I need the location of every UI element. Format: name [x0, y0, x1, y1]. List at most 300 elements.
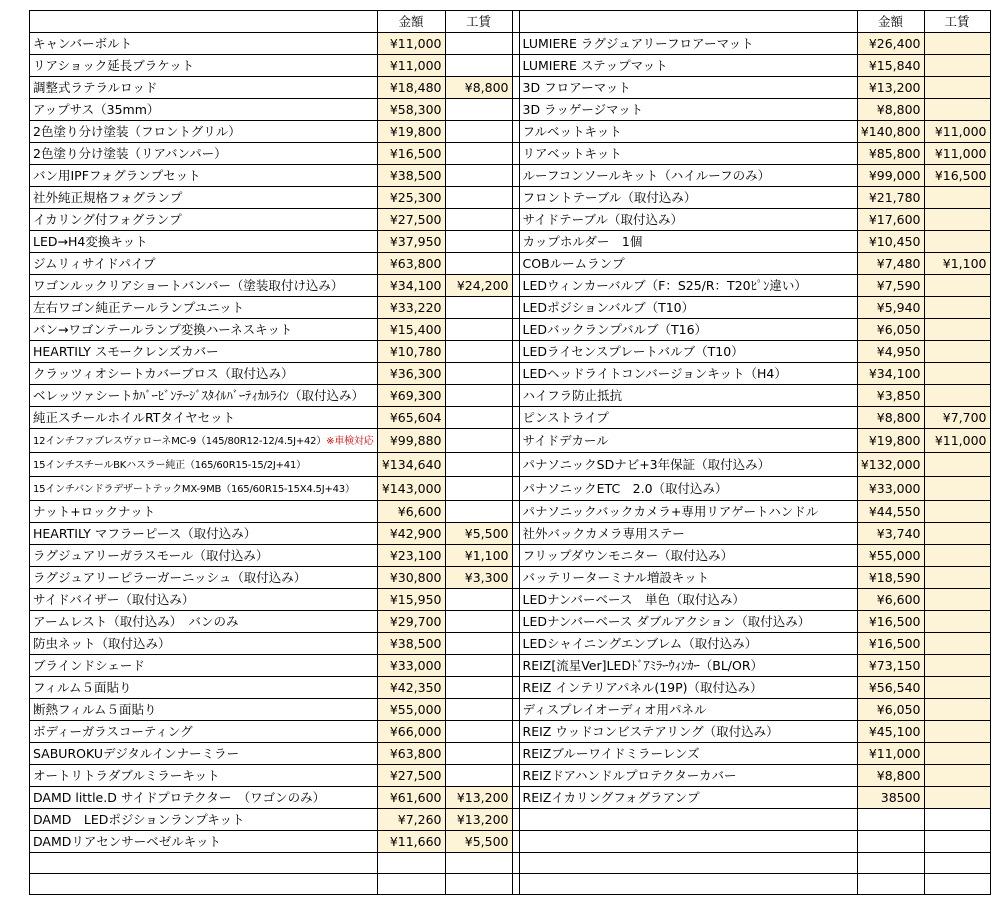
- right-item-name: [519, 501, 857, 523]
- left-item-name: [30, 231, 378, 253]
- table-row: [30, 633, 991, 655]
- right-item-labor: [924, 831, 990, 853]
- right-item-labor: [924, 477, 990, 501]
- right-item-amount: ¥18,590: [857, 567, 924, 589]
- left-item-name: [30, 853, 378, 874]
- item-name-text: 2色塗り分け塗装（リアバンパー）: [33, 146, 227, 161]
- left-item-labor: ¥13,200: [445, 787, 512, 809]
- right-item-amount: [857, 874, 924, 895]
- item-name-text: REIZ インテリアパネル(19P)（取付込み）: [522, 680, 763, 695]
- right-item-name: [519, 319, 857, 341]
- left-item-amount: ¥42,900: [377, 523, 445, 545]
- right-item-amount: ¥16,500: [857, 611, 924, 633]
- right-item-labor: [924, 655, 990, 677]
- right-item-amount: ¥8,800: [857, 99, 924, 121]
- item-name-text: ベレッツァシートｶﾊﾞｰﾋﾞﾝﾃｰｼﾞｽﾀｲﾙﾊﾞｰﾃｨｶﾙﾗｲﾝ（取付込み）: [33, 388, 365, 403]
- table-row: [30, 99, 991, 121]
- left-item-labor: [445, 874, 512, 895]
- right-item-labor: [924, 187, 990, 209]
- right-item-amount: ¥85,800: [857, 143, 924, 165]
- item-name-text: オートリトラダブルミラーキット: [33, 768, 220, 783]
- item-name-text: リアショック延長ブラケット: [33, 58, 195, 73]
- right-item-labor: [924, 297, 990, 319]
- left-item-labor: [445, 655, 512, 677]
- right-item-name: [519, 831, 857, 853]
- left-item-labor: [445, 633, 512, 655]
- left-item-labor: [445, 853, 512, 874]
- right-item-labor: [924, 633, 990, 655]
- left-item-amount: ¥42,350: [377, 677, 445, 699]
- left-item-labor: [445, 99, 512, 121]
- right-item-amount: [857, 809, 924, 831]
- table-row: [30, 655, 991, 677]
- item-name-text: 2色塗り分け塗装（フロントグリル）: [33, 124, 241, 139]
- item-name-text: サイドバイザー（取付込み）: [33, 592, 195, 607]
- table-row: [30, 699, 991, 721]
- right-item-name: [519, 523, 857, 545]
- left-item-amount: ¥23,100: [377, 545, 445, 567]
- right-item-amount: ¥3,850: [857, 385, 924, 407]
- item-name-text: キャンバーボルト: [33, 36, 133, 51]
- table-row: [30, 809, 991, 831]
- right-item-amount: ¥44,550: [857, 501, 924, 523]
- right-item-name: [519, 699, 857, 721]
- right-item-name: [519, 721, 857, 743]
- right-item-labor: [924, 453, 990, 477]
- item-name-text: LEDウィンカーバルブ（F：S25/R：T20ﾋﾟﾝ違い）: [522, 278, 807, 293]
- left-item-labor: [445, 589, 512, 611]
- left-item-name: [30, 545, 378, 567]
- left-item-name: [30, 253, 378, 275]
- left-item-amount: ¥27,500: [377, 765, 445, 787]
- item-name-text: フルベットキット: [522, 124, 622, 139]
- right-amount-header: 金額: [857, 11, 924, 33]
- left-item-name: [30, 809, 378, 831]
- right-item-amount: [857, 853, 924, 874]
- right-item-labor: [924, 99, 990, 121]
- right-item-amount: ¥26,400: [857, 33, 924, 55]
- item-name-text: パナソニックバックカメラ+専用リアゲートハンドル: [522, 504, 819, 519]
- table-row: [30, 121, 991, 143]
- table-row: [30, 874, 991, 895]
- left-item-amount: ¥10,780: [377, 341, 445, 363]
- item-name-text: フリップダウンモニター（取付込み）: [522, 548, 734, 563]
- left-item-name: [30, 699, 378, 721]
- right-item-name: [519, 363, 857, 385]
- right-item-name: [519, 275, 857, 297]
- item-name-text: リアベットキット: [522, 146, 622, 161]
- table-row: [30, 407, 991, 429]
- right-item-name: [519, 407, 857, 429]
- right-item-labor: [924, 809, 990, 831]
- table-row: [30, 743, 991, 765]
- right-item-amount: ¥34,100: [857, 363, 924, 385]
- right-item-amount: ¥3,740: [857, 523, 924, 545]
- inspection-note: ※車検対応: [326, 436, 374, 447]
- left-item-name: [30, 297, 378, 319]
- left-item-labor: ¥3,300: [445, 567, 512, 589]
- right-item-name: [519, 77, 857, 99]
- left-item-name: [30, 743, 378, 765]
- table-row: [30, 477, 991, 501]
- price-table: [29, 10, 991, 895]
- left-item-name: [30, 523, 378, 545]
- right-item-labor: [924, 853, 990, 874]
- left-item-name: [30, 187, 378, 209]
- right-item-amount: ¥19,800: [857, 429, 924, 453]
- right-item-labor: [924, 319, 990, 341]
- item-name-text: HEARTILY スモークレンズカバー: [33, 344, 219, 359]
- left-item-labor: [445, 121, 512, 143]
- item-name-text: LUMIERE ステップマット: [522, 58, 668, 73]
- left-item-amount: ¥11,000: [377, 55, 445, 77]
- table-row: [30, 787, 991, 809]
- item-name-text: 15インチスチールBKハスラー純正（165/60R15-15/2J+41）: [33, 460, 306, 471]
- right-item-name: [519, 567, 857, 589]
- right-item-amount: ¥17,600: [857, 209, 924, 231]
- left-item-labor: [445, 765, 512, 787]
- table-row: [30, 253, 991, 275]
- table-row: [30, 297, 991, 319]
- left-item-amount: ¥99,880: [377, 429, 445, 453]
- left-item-name: [30, 831, 378, 853]
- table-row: [30, 209, 991, 231]
- item-name-text: REIZ ウッドコンビステアリング（取付込み）: [522, 724, 779, 739]
- table-row: [30, 611, 991, 633]
- left-item-labor: [445, 165, 512, 187]
- right-item-amount: ¥45,100: [857, 721, 924, 743]
- table-row: [30, 523, 991, 545]
- left-labor-header: 工賃: [445, 11, 512, 33]
- left-item-name: [30, 77, 378, 99]
- right-item-amount: ¥6,050: [857, 319, 924, 341]
- item-name-text: LEDナンバーベース 単色（取付込み）: [522, 592, 745, 607]
- right-item-labor: [924, 743, 990, 765]
- table-row: [30, 453, 991, 477]
- left-item-amount: ¥15,950: [377, 589, 445, 611]
- left-item-labor: ¥24,200: [445, 275, 512, 297]
- right-item-amount: ¥21,780: [857, 187, 924, 209]
- table-row: [30, 33, 991, 55]
- right-item-amount: [857, 831, 924, 853]
- right-item-name: [519, 385, 857, 407]
- left-item-amount: ¥25,300: [377, 187, 445, 209]
- right-item-labor: [924, 33, 990, 55]
- item-name-text: LEDヘッドライトコンバージョンキット（H4）: [522, 366, 787, 381]
- right-item-amount: ¥7,480: [857, 253, 924, 275]
- left-item-amount: ¥33,220: [377, 297, 445, 319]
- item-name-text: LEDライセンスプレートバルブ（T10）: [522, 344, 744, 359]
- left-item-name: [30, 341, 378, 363]
- left-item-amount: ¥55,000: [377, 699, 445, 721]
- right-item-labor: [924, 787, 990, 809]
- left-item-amount: ¥38,500: [377, 165, 445, 187]
- left-item-name: [30, 453, 378, 477]
- left-item-labor: [445, 743, 512, 765]
- left-item-name: [30, 765, 378, 787]
- left-item-name: [30, 721, 378, 743]
- item-name-text: イカリング付フォグランプ: [33, 212, 182, 227]
- right-item-name: [519, 874, 857, 895]
- table-row: [30, 187, 991, 209]
- left-item-amount: ¥65,604: [377, 407, 445, 429]
- left-item-labor: [445, 501, 512, 523]
- item-name-text: ラグジュアリーガラスモール（取付込み）: [33, 548, 269, 563]
- right-item-labor: [924, 765, 990, 787]
- left-item-labor: [445, 341, 512, 363]
- left-item-labor: ¥1,100: [445, 545, 512, 567]
- left-item-amount: ¥134,640: [377, 453, 445, 477]
- left-item-name: [30, 275, 378, 297]
- left-item-amount: ¥36,300: [377, 363, 445, 385]
- table-row: [30, 319, 991, 341]
- item-name-text: ブラインドシェード: [33, 658, 145, 673]
- right-item-name: [519, 253, 857, 275]
- right-item-name: [519, 187, 857, 209]
- left-item-labor: [445, 699, 512, 721]
- left-item-amount: ¥15,400: [377, 319, 445, 341]
- left-item-name: [30, 99, 378, 121]
- table-row: [30, 165, 991, 187]
- left-item-name: [30, 363, 378, 385]
- right-item-name: [519, 453, 857, 477]
- table-row: [30, 589, 991, 611]
- right-item-name: [519, 297, 857, 319]
- left-item-labor: [445, 33, 512, 55]
- left-item-name: [30, 655, 378, 677]
- right-labor-header: 工賃: [924, 11, 990, 33]
- right-item-labor: [924, 363, 990, 385]
- item-name-text: 3D フロアーマット: [522, 80, 631, 95]
- item-name-text: 社外純正規格フォグランプ: [33, 190, 183, 205]
- table-row: [30, 721, 991, 743]
- right-item-labor: [924, 341, 990, 363]
- right-item-labor: [924, 385, 990, 407]
- left-name-header: [30, 11, 378, 33]
- item-name-text: 左右ワゴン純正テールランプユニット: [33, 300, 245, 315]
- item-name-text: 社外バックカメラ専用ステー: [522, 526, 685, 541]
- item-name-text: HEARTILY マフラーピース（取付込み）: [33, 526, 257, 541]
- right-item-name: [519, 545, 857, 567]
- right-item-amount: ¥73,150: [857, 655, 924, 677]
- item-name-text: バッテリーターミナル増設キット: [522, 570, 710, 585]
- right-name-header: [519, 11, 857, 33]
- item-name-text: ディスプレイオーディオ用パネル: [522, 702, 707, 717]
- item-name-text: 12インチファブレスヴァローネMC-9（145/80R12-12/4.5J+42）: [33, 436, 327, 447]
- left-item-labor: [445, 363, 512, 385]
- left-item-amount: ¥11,660: [377, 831, 445, 853]
- right-item-name: [519, 655, 857, 677]
- right-item-amount: ¥8,800: [857, 765, 924, 787]
- left-item-name: [30, 677, 378, 699]
- right-item-labor: ¥11,000: [924, 143, 990, 165]
- right-item-name: [519, 589, 857, 611]
- left-item-amount: ¥66,000: [377, 721, 445, 743]
- item-name-text: ジムリィサイドパイプ: [33, 256, 156, 271]
- item-name-text: 15インチバンドラデザートテックMX-9MB（165/60R15-15X4.5J+43）: [33, 484, 355, 495]
- right-item-name: [519, 121, 857, 143]
- left-item-amount: [377, 853, 445, 874]
- right-item-name: [519, 853, 857, 874]
- right-item-labor: [924, 567, 990, 589]
- left-item-amount: ¥16,500: [377, 143, 445, 165]
- right-item-labor: [924, 209, 990, 231]
- table-row: [30, 275, 991, 297]
- item-name-text: サイドテーブル（取付込み）: [522, 212, 684, 227]
- left-item-labor: [445, 477, 512, 501]
- left-item-amount: ¥30,800: [377, 567, 445, 589]
- left-item-labor: [445, 407, 512, 429]
- right-item-labor: [924, 545, 990, 567]
- left-item-labor: [445, 209, 512, 231]
- right-item-labor: [924, 874, 990, 895]
- right-item-name: [519, 611, 857, 633]
- left-item-labor: [445, 143, 512, 165]
- left-item-amount: ¥11,000: [377, 33, 445, 55]
- item-name-text: DAMD little.D サイドプロテクター （ワゴンのみ）: [33, 790, 326, 805]
- item-name-text: サイドデカール: [522, 433, 609, 448]
- left-item-labor: [445, 429, 512, 453]
- right-item-amount: ¥6,600: [857, 589, 924, 611]
- right-item-labor: [924, 501, 990, 523]
- right-item-amount: ¥5,940: [857, 297, 924, 319]
- table-row: [30, 231, 991, 253]
- item-name-text: DAMD LEDポジションランプキット: [33, 812, 245, 827]
- table-row: [30, 567, 991, 589]
- left-item-name: [30, 567, 378, 589]
- item-name-text: フロントテーブル（取付込み）: [522, 190, 697, 205]
- left-item-labor: [445, 677, 512, 699]
- left-item-labor: [445, 231, 512, 253]
- right-item-amount: ¥11,000: [857, 743, 924, 765]
- left-item-labor: ¥13,200: [445, 809, 512, 831]
- item-name-text: DAMDリアセンサーベゼルキット: [33, 834, 221, 849]
- item-name-text: ナット+ロックナット: [33, 504, 156, 519]
- table-row: [30, 341, 991, 363]
- table-row: [30, 143, 991, 165]
- item-name-text: フィルム５面貼り: [33, 680, 132, 695]
- right-item-labor: [924, 77, 990, 99]
- left-item-name: [30, 633, 378, 655]
- right-item-name: [519, 341, 857, 363]
- table-row: [30, 853, 991, 874]
- item-name-text: バン用IPFフォグランプセット: [33, 168, 201, 183]
- right-item-name: [519, 677, 857, 699]
- right-item-labor: ¥7,700: [924, 407, 990, 429]
- left-item-amount: ¥61,600: [377, 787, 445, 809]
- right-item-amount: ¥7,590: [857, 275, 924, 297]
- item-name-text: パナソニックETC 2.0（取付込み）: [522, 481, 728, 496]
- item-name-text: バン→ワゴンテールランプ変換ハーネスキット: [33, 322, 293, 337]
- item-name-text: ピンストライプ: [522, 410, 609, 425]
- right-item-labor: [924, 55, 990, 77]
- left-item-labor: [445, 319, 512, 341]
- right-item-amount: ¥55,000: [857, 545, 924, 567]
- left-item-amount: ¥34,100: [377, 275, 445, 297]
- item-name-text: COBルームランプ: [522, 256, 625, 271]
- item-name-text: LUMIERE ラグジュアリーフロアーマット: [522, 36, 754, 51]
- right-item-amount: ¥13,200: [857, 77, 924, 99]
- left-item-amount: ¥18,480: [377, 77, 445, 99]
- left-item-amount: ¥63,800: [377, 253, 445, 275]
- right-item-amount: ¥140,800: [857, 121, 924, 143]
- left-item-amount: ¥19,800: [377, 121, 445, 143]
- left-item-amount: ¥143,000: [377, 477, 445, 501]
- right-item-name: [519, 165, 857, 187]
- left-item-name: [30, 501, 378, 523]
- left-item-name: [30, 121, 378, 143]
- item-name-text: LEDバックランプバルブ（T16）: [522, 322, 708, 337]
- left-item-labor: [445, 721, 512, 743]
- table-row: [30, 501, 991, 523]
- table-row: [30, 77, 991, 99]
- left-item-name: [30, 143, 378, 165]
- left-item-name: [30, 385, 378, 407]
- left-item-name: [30, 477, 378, 501]
- right-item-amount: ¥99,000: [857, 165, 924, 187]
- left-item-amount: ¥27,500: [377, 209, 445, 231]
- left-item-name: [30, 55, 378, 77]
- right-item-name: [519, 809, 857, 831]
- right-item-labor: [924, 523, 990, 545]
- item-name-text: 調整式ラテラルロッド: [33, 80, 158, 95]
- item-name-text: REIZブルーワイドミラーレンズ: [522, 746, 700, 761]
- left-item-amount: ¥63,800: [377, 743, 445, 765]
- right-item-labor: [924, 721, 990, 743]
- item-name-text: REIZ[流星Ver]LEDﾄﾞｱﾐﾗｰｳｨﾝｶｰ（BL/OR）: [522, 658, 764, 673]
- table-row: [30, 55, 991, 77]
- right-item-name: [519, 209, 857, 231]
- left-item-name: [30, 209, 378, 231]
- left-item-amount: ¥38,500: [377, 633, 445, 655]
- left-item-labor: ¥5,500: [445, 523, 512, 545]
- right-item-amount: ¥16,500: [857, 633, 924, 655]
- left-item-labor: [445, 453, 512, 477]
- right-item-name: [519, 429, 857, 453]
- right-item-name: [519, 787, 857, 809]
- item-name-text: LED→H4変換キット: [33, 234, 148, 249]
- item-name-text: LEDナンバーベース ダブルアクション（取付込み）: [522, 614, 811, 629]
- left-item-amount: ¥33,000: [377, 655, 445, 677]
- item-name-text: SABUROKUデジタルインナーミラー: [33, 746, 240, 761]
- right-item-amount: ¥56,540: [857, 677, 924, 699]
- right-item-labor: ¥16,500: [924, 165, 990, 187]
- item-name-text: 純正スチールホイルRTタイヤセット: [33, 410, 236, 425]
- right-item-name: [519, 143, 857, 165]
- left-item-labor: [445, 611, 512, 633]
- left-item-labor: ¥8,800: [445, 77, 512, 99]
- left-item-labor: [445, 55, 512, 77]
- right-item-name: [519, 743, 857, 765]
- right-item-amount: ¥132,000: [857, 453, 924, 477]
- item-name-text: ラグジュアリーピラーガーニッシュ（取付込み）: [33, 570, 307, 585]
- item-name-text: REIZイカリングフォグラアンプ: [522, 790, 700, 805]
- right-item-amount: 38500: [857, 787, 924, 809]
- left-item-amount: [377, 874, 445, 895]
- left-item-amount: ¥7,260: [377, 809, 445, 831]
- item-name-text: ルーフコンソールキット（ハイルーフのみ）: [522, 168, 771, 183]
- item-name-text: REIZドアハンドルプロテクターカバー: [522, 768, 737, 783]
- right-item-amount: ¥10,450: [857, 231, 924, 253]
- right-item-name: [519, 633, 857, 655]
- left-item-amount: ¥58,300: [377, 99, 445, 121]
- left-item-labor: [445, 385, 512, 407]
- right-item-labor: ¥1,100: [924, 253, 990, 275]
- left-item-amount: ¥37,950: [377, 231, 445, 253]
- item-name-text: カップホルダー 1個: [522, 234, 643, 249]
- left-item-name: [30, 874, 378, 895]
- right-item-name: [519, 55, 857, 77]
